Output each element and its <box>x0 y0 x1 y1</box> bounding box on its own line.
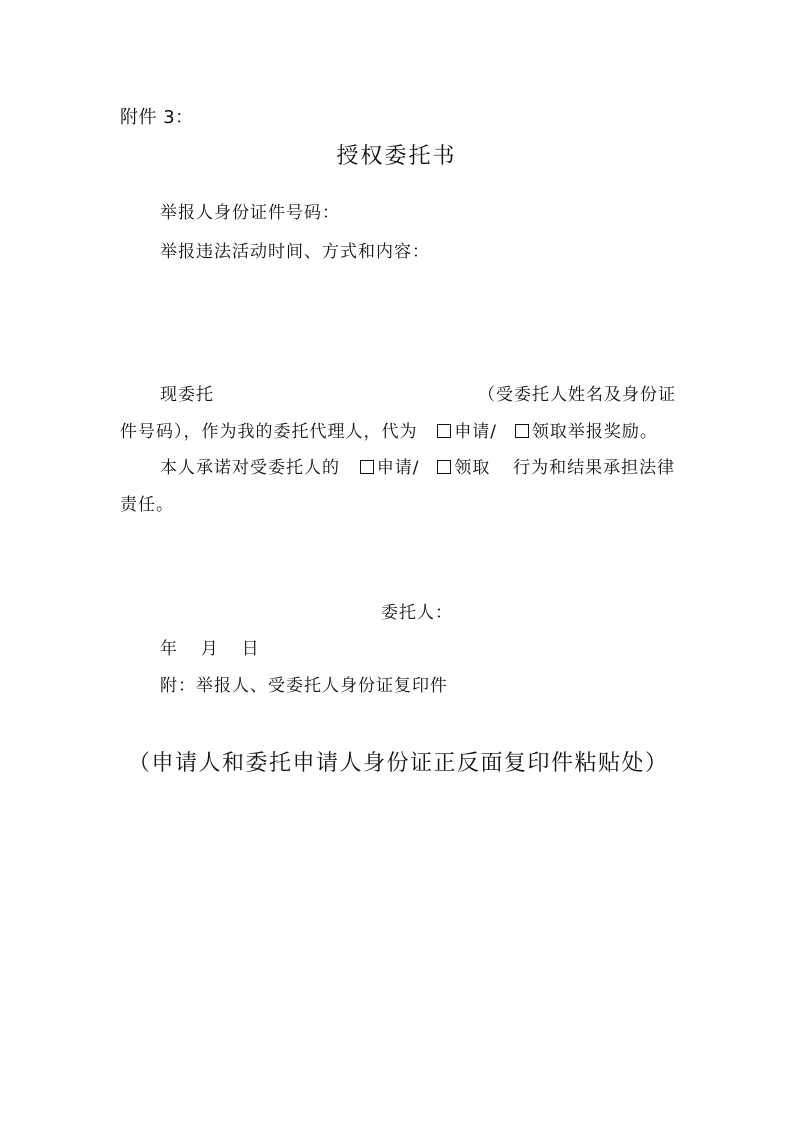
proxy-line <box>120 420 658 444</box>
month-label: 月 <box>200 639 219 659</box>
apply-checkbox[interactable] <box>437 424 451 438</box>
attachment-note: 附：举报人、受委托人身份证复印件 <box>160 676 448 696</box>
document-title: 授权委托书 <box>336 144 457 169</box>
promise-line <box>160 456 675 480</box>
attachment-label: 附件 3： <box>120 107 194 128</box>
receive-checkbox[interactable] <box>515 424 529 438</box>
reporter-id-label: 举报人身份证件号码： <box>160 203 340 223</box>
violation-details-label: 举报违法活动时间、方式和内容： <box>160 242 430 262</box>
date-line <box>160 637 260 661</box>
promise-receive-checkbox[interactable] <box>437 460 451 474</box>
promise-apply-checkbox[interactable] <box>360 460 374 474</box>
promise-text-end: 行为和结果承担法律 <box>513 458 676 478</box>
duty-text: 责任。 <box>120 495 174 515</box>
apply-option-label: 申请/ <box>454 422 498 442</box>
promise-apply-label: 申请/ <box>376 458 420 478</box>
day-label: 日 <box>241 639 260 659</box>
id-copy-paste-notice: （申请人和委托申请人身份证正反面复印件粘贴处） <box>128 751 669 776</box>
promise-receive-label: 领取 <box>454 458 491 478</box>
proxy-text: 件号码），作为我的委托代理人，代为 <box>120 422 418 442</box>
entrust-suffix: （受委托人姓名及身份证 <box>478 385 676 405</box>
principal-label: 委托人： <box>381 603 453 623</box>
receive-option-label: 领取举报奖励。 <box>531 422 658 442</box>
year-label: 年 <box>160 639 178 659</box>
promise-text: 本人承诺对受委托人的 <box>160 458 340 478</box>
entrust-prefix: 现委托 <box>160 385 214 405</box>
